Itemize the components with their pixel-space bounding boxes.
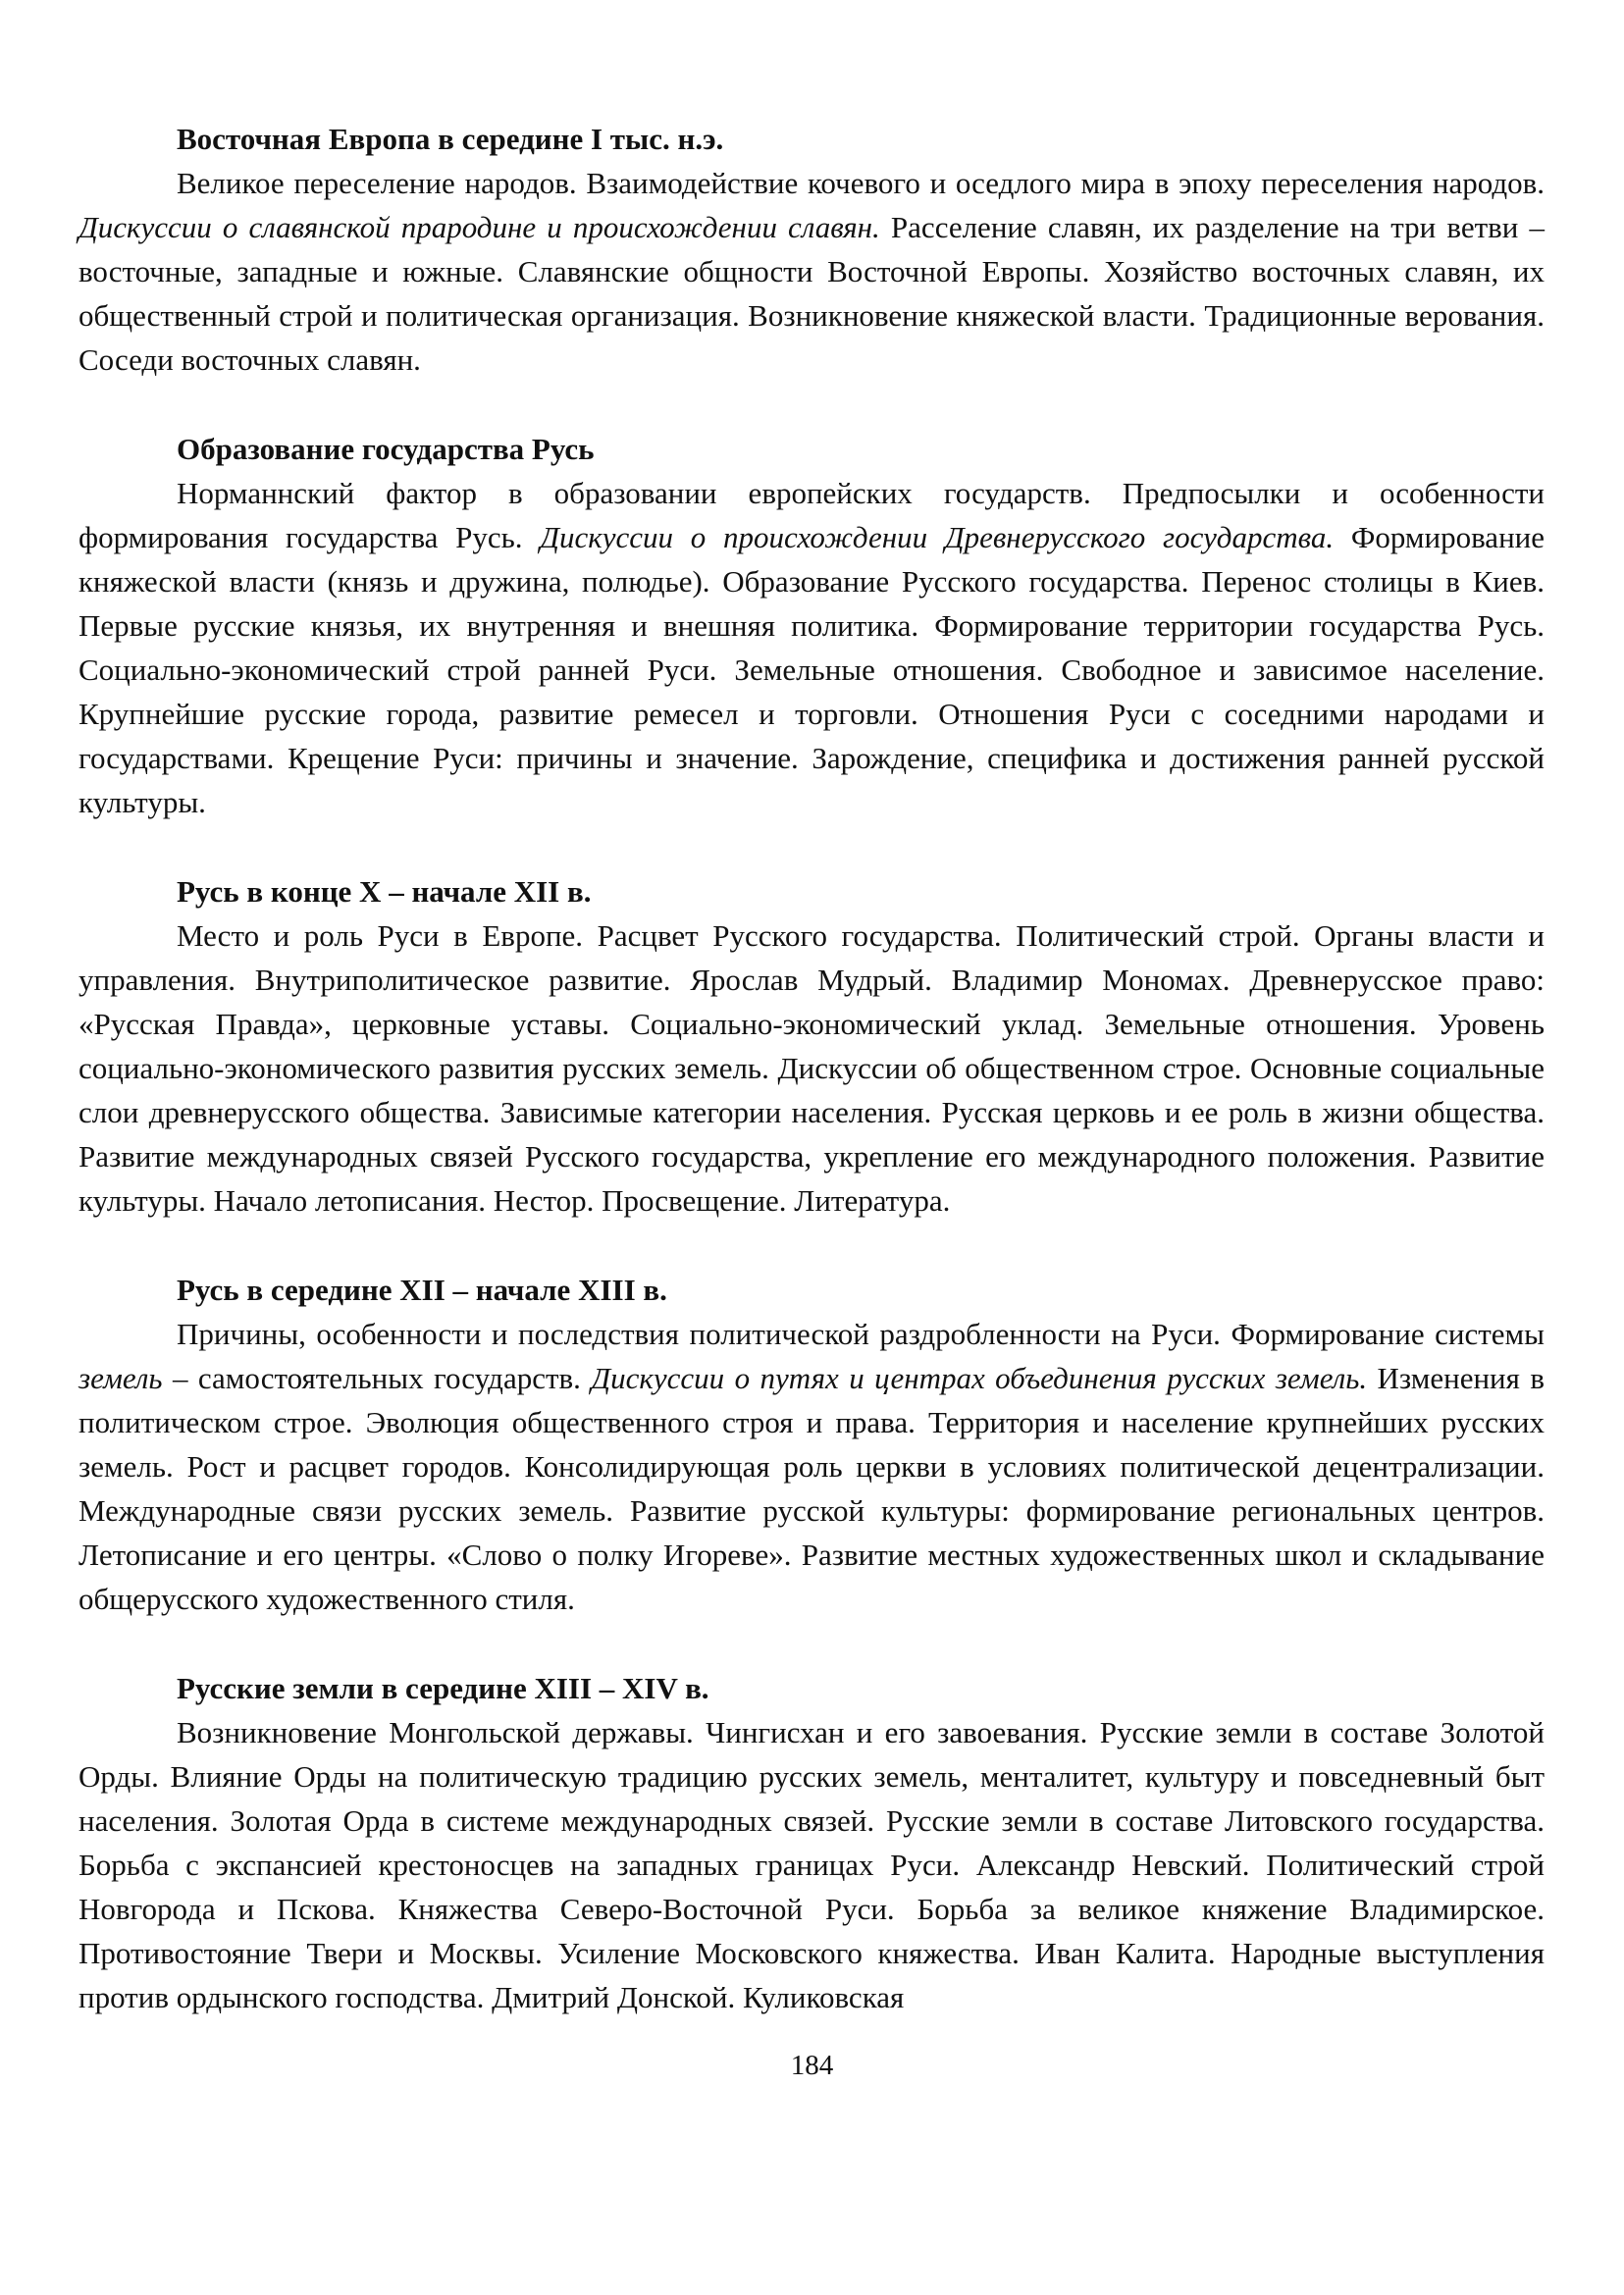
text-run: Расселение славян, их разделение на три ветви – восточные, западные и южные. Славянские общности Восточной Европы. Хозяйство восточных славян, их общественный строй и политическая организация. Возникновение княжеской власти. Традиционные верования. Соседи восточных славян. [79, 210, 1545, 377]
text-run: Причины, особенности и последствия политической раздробленности на Руси. Формирование системы [177, 1317, 1545, 1351]
section-heading: Восточная Европа в середине I тыс. н.э. [177, 122, 724, 156]
italic-text-run: Дискуссии о происхождении Древнерусского государства. [540, 520, 1335, 554]
section-paragraph [79, 161, 1545, 382]
text-run: Формирование княжеской власти (князь и дружина, полюдье). Образование Русского государства. Перенос столицы в Киев. Первые русские князья, их внутренняя и внешняя политика. Формирование территории государства Русь. Социально-экономический строй ранней Руси. Земельные отношения. Свободное и зависимое население. Крупнейшие русские города, развитие ремесел и торговли. Отношения Руси с соседними народами и государствами. Крещение Руси: причины и значение. Зарождение, специфика и достижения ранней русской культуры. [79, 520, 1545, 819]
italic-text-run: Дискуссии о славянской прародине и происхождении славян. [79, 210, 880, 244]
text-run: Великое переселение народов. Взаимодействие кочевого и оседлого мира в эпоху переселения народов. [177, 166, 1545, 200]
text-run: Возникновение Монгольской державы. Чингисхан и его завоевания. Русские земли в составе Золотой Орды. Влияние Орды на политическую традицию русских земель, менталитет, культуру и повседневный быт населения. Золотая Орда в системе международных связей. Русские земли в составе Литовского государства. Борьба с экспансией крестоносцев на западных границах Руси. Александр Невский. Политический строй Новгорода и Пскова. Княжества Северо-Восточной Руси. Борьба за великое княжение Владимирское. Противостояние Твери и Москвы. Усиление Московского княжества. Иван Калита. Народные выступления против ордынского господства. Дмитрий Донской. Куликовская [79, 1715, 1545, 2014]
text-run: – самостоятельных государств. [162, 1361, 592, 1395]
text-run: Норманнский фактор в образовании европейских государств. Предпосылки и особенности формирования государства Русь. [79, 476, 1545, 554]
italic-text-run: Дискуссии о путях и центрах объединения русских земель. [591, 1361, 1368, 1395]
italic-text-run: земель [79, 1361, 163, 1395]
document-page [79, 118, 1545, 2065]
section-eastern-europe [79, 118, 1545, 382]
section-heading: Русь в середине XII – начале XIII в. [177, 1273, 667, 1307]
section-heading: Русские земли в середине XIII – XIV в. [177, 1671, 709, 1705]
page-number: 184 [790, 2050, 834, 2081]
section-paragraph [79, 1710, 1545, 2019]
section-paragraph [79, 1312, 1545, 1621]
section-rus-10-12 [79, 870, 1545, 1223]
section-paragraph [79, 913, 1545, 1223]
section-paragraph [79, 471, 1545, 824]
section-heading: Образование государства Русь [177, 432, 595, 466]
section-rus-12-13 [79, 1269, 1545, 1621]
section-russian-lands-13-14 [79, 1667, 1545, 2019]
section-heading: Русь в конце X – начале XII в. [177, 874, 592, 909]
section-rus-formation [79, 428, 1545, 824]
text-run: Изменения в политическом строе. Эволюция общественного строя и права. Территория и население крупнейших русских земель. Рост и расцвет городов. Консолидирующая роль церкви в условиях политической децентрализации. Международные связи русских земель. Развитие русской культуры: формирование региональных центров. Летописание и его центры. «Слово о полку Игореве». Развитие местных художественных школ и складывание общерусского художественного стиля. [79, 1361, 1545, 1616]
text-run: Место и роль Руси в Европе. Расцвет Русского государства. Политический строй. Органы власти и управления. Внутриполитическое развитие. Ярослав Мудрый. Владимир Мономах. Древнерусское право: «Русская Правда», церковные уставы. Социально-экономический уклад. Земельные отношения. Уровень социально-экономического развития русских земель. Дискуссии об общественном строе. Основные социальные слои древнерусского общества. Зависимые категории населения. Русская церковь и ее роль в жизни общества. Развитие международных связей Русского государства, укрепление его международного положения. Развитие культуры. Начало летописания. Нестор. Просвещение. Литература. [79, 918, 1545, 1218]
